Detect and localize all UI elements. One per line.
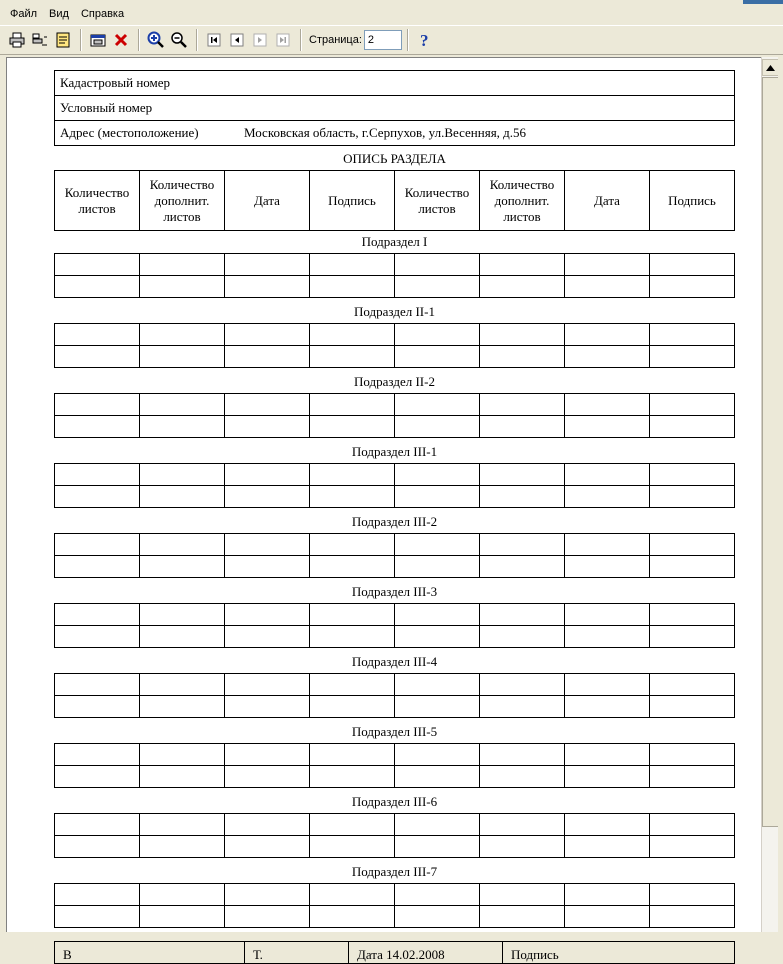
table-row: [55, 696, 735, 718]
table-cell: [565, 674, 650, 696]
table-cell: [650, 464, 735, 486]
page-number-input[interactable]: [364, 30, 402, 50]
table-cell: [310, 254, 395, 276]
toolbar-separator: [138, 29, 140, 51]
table-cell: [140, 254, 225, 276]
table-cell: [55, 394, 140, 416]
table-cell: [565, 254, 650, 276]
table-cell: [480, 534, 565, 556]
table-row: [55, 346, 735, 368]
table-cell: [310, 766, 395, 788]
subsection-table: [54, 463, 735, 508]
table-cell: [225, 744, 310, 766]
table-row: [55, 836, 735, 858]
subsection-title: Подраздел I: [361, 234, 428, 249]
table-cell: [55, 766, 140, 788]
table-cell: [310, 674, 395, 696]
table-row: [55, 814, 735, 836]
table-cell: [565, 696, 650, 718]
table-cell: [225, 884, 310, 906]
subsection-title: Подраздел III-2: [351, 514, 438, 529]
table-cell: [55, 276, 140, 298]
next-page-button[interactable]: [249, 29, 271, 51]
menu-bar: [0, 4, 783, 24]
table-cell: [225, 674, 310, 696]
table-cell: [225, 626, 310, 648]
table-cell: [225, 766, 310, 788]
table-cell: [565, 836, 650, 858]
table-cell: [565, 534, 650, 556]
table-cell: [395, 464, 480, 486]
column-header: Количество листов: [55, 171, 140, 231]
table-cell: [650, 626, 735, 648]
table-cell: [395, 766, 480, 788]
table-cell: [55, 604, 140, 626]
table-cell: [225, 416, 310, 438]
zoom-out-button[interactable]: [168, 29, 190, 51]
subsections-container: [54, 231, 735, 931]
column-header: Подпись: [650, 171, 735, 231]
table-cell: [55, 674, 140, 696]
table-cell: [565, 884, 650, 906]
subsection-title: Подраздел III-6: [351, 794, 438, 809]
table-cell: [480, 416, 565, 438]
table-cell: [225, 836, 310, 858]
table-cell: [225, 394, 310, 416]
table-row: [55, 906, 735, 928]
table-cell: [140, 744, 225, 766]
table-cell: [140, 884, 225, 906]
table-cell: [225, 814, 310, 836]
next-page-icon: [253, 33, 267, 47]
print-setup-button[interactable]: [29, 29, 51, 51]
table-cell: [395, 346, 480, 368]
table-cell: [225, 324, 310, 346]
column-header: Подпись: [310, 171, 395, 231]
column-header: Дата: [225, 171, 310, 231]
toolbar: [0, 25, 783, 55]
close-button[interactable]: [110, 29, 132, 51]
table-cell: [395, 696, 480, 718]
table-cell: [480, 556, 565, 578]
column-header: Количество дополнит. листов: [140, 171, 225, 231]
table-cell: [140, 674, 225, 696]
print-button[interactable]: [6, 29, 28, 51]
table-cell: [480, 626, 565, 648]
table-cell: [565, 744, 650, 766]
table-cell: [140, 556, 225, 578]
scrollbar-thumb[interactable]: [762, 77, 779, 827]
table-cell: [225, 534, 310, 556]
page-setup-icon: [90, 32, 106, 48]
table-cell: [310, 394, 395, 416]
help-button[interactable]: [414, 29, 436, 51]
zoom-in-button[interactable]: [145, 29, 167, 51]
table-cell: [565, 486, 650, 508]
subsection-title: Подраздел III-1: [351, 444, 438, 459]
table-cell: [55, 696, 140, 718]
subsection-title: Подраздел III-7: [351, 864, 438, 879]
menu-file[interactable]: Файл: [10, 8, 38, 20]
subsection-table: [54, 533, 735, 578]
table-cell: [395, 416, 480, 438]
table-cell: [55, 744, 140, 766]
table-cell: [55, 416, 140, 438]
table-cell: [55, 534, 140, 556]
subsection-gap: [54, 928, 735, 931]
table-cell: [310, 744, 395, 766]
help-icon: [417, 31, 433, 49]
table-cell: [310, 884, 395, 906]
table-cell: [225, 696, 310, 718]
last-page-icon: [276, 33, 290, 47]
table-cell: [480, 696, 565, 718]
table-cell: [310, 836, 395, 858]
table-cell: [225, 464, 310, 486]
table-cell: [140, 346, 225, 368]
table-cell: [310, 556, 395, 578]
table-row: [55, 884, 735, 906]
toolbar-separator: [80, 29, 82, 51]
table-cell: [395, 626, 480, 648]
table-cell: [55, 254, 140, 276]
table-cell: [310, 464, 395, 486]
table-cell: [310, 534, 395, 556]
table-cell: [650, 534, 735, 556]
address-row: [55, 121, 735, 146]
table-cell: [310, 906, 395, 928]
table-row: [55, 276, 735, 298]
table-cell: [650, 394, 735, 416]
subsection-title: Подраздел II-2: [354, 374, 435, 389]
table-cell: [225, 346, 310, 368]
table-cell: [480, 464, 565, 486]
subsection-table: [54, 673, 735, 718]
table-cell: [140, 464, 225, 486]
page-setup-button[interactable]: [87, 29, 109, 51]
table-cell: [55, 556, 140, 578]
table-cell: [565, 464, 650, 486]
table-cell: [395, 836, 480, 858]
subsection-table: [54, 393, 735, 438]
subsection-table: [54, 883, 735, 928]
table-row: [55, 394, 735, 416]
table-row: [55, 766, 735, 788]
table-cell: [480, 254, 565, 276]
table-cell: [140, 324, 225, 346]
table-cell: [480, 674, 565, 696]
subsection-title: Подраздел II-1: [354, 304, 435, 319]
document-viewport[interactable]: [6, 57, 761, 962]
table-cell: [225, 604, 310, 626]
first-page-button[interactable]: [203, 29, 225, 51]
section-title: ОПИСЬ РАЗДЕЛА: [343, 151, 446, 166]
table-cell: [480, 836, 565, 858]
table-row: [55, 324, 735, 346]
table-cell: [55, 464, 140, 486]
table-cell: [395, 276, 480, 298]
first-page-icon: [207, 33, 221, 47]
footer-date: Дата 14.02.2008: [349, 942, 503, 964]
table-cell: [395, 604, 480, 626]
subsection-title: Подраздел III-5: [351, 724, 438, 739]
table-cell: [565, 276, 650, 298]
table-cell: [565, 766, 650, 788]
table-cell: [395, 534, 480, 556]
table-cell: [650, 744, 735, 766]
table-cell: [55, 884, 140, 906]
table-cell: [395, 884, 480, 906]
subsection-table: [54, 253, 735, 298]
table-cell: [650, 906, 735, 928]
table-cell: [310, 696, 395, 718]
table-cell: [55, 486, 140, 508]
export-button[interactable]: [52, 29, 74, 51]
table-row: [55, 534, 735, 556]
page-label: Страница:: [309, 34, 362, 46]
vertical-scrollbar[interactable]: [761, 57, 778, 932]
table-cell: [650, 604, 735, 626]
subsection-table: [54, 743, 735, 788]
table-cell: [225, 254, 310, 276]
table-cell: [395, 324, 480, 346]
document-page: [54, 70, 735, 964]
table-cell: [55, 626, 140, 648]
table-cell: [480, 486, 565, 508]
table-cell: [565, 324, 650, 346]
table-cell: [140, 534, 225, 556]
table-cell: [140, 394, 225, 416]
table-cell: [480, 394, 565, 416]
table-cell: [140, 604, 225, 626]
table-row: [55, 674, 735, 696]
table-cell: [140, 276, 225, 298]
table-cell: [650, 346, 735, 368]
table-cell: [140, 696, 225, 718]
table-cell: [650, 556, 735, 578]
last-page-button[interactable]: [272, 29, 294, 51]
table-cell: [310, 276, 395, 298]
footer-cell: В: [55, 942, 245, 964]
table-cell: [480, 906, 565, 928]
menu-view[interactable]: Вид: [49, 8, 69, 20]
menu-help[interactable]: Справка: [80, 8, 125, 20]
table-cell: [140, 766, 225, 788]
table-cell: [480, 744, 565, 766]
table-cell: [395, 814, 480, 836]
subsection-table: [54, 323, 735, 368]
arrow-up-icon: [766, 65, 775, 71]
table-cell: [55, 906, 140, 928]
table-row: [55, 604, 735, 626]
table-cell: [480, 276, 565, 298]
table-cell: [310, 626, 395, 648]
table-cell: [480, 604, 565, 626]
table-cell: [55, 346, 140, 368]
table-cell: [55, 324, 140, 346]
table-cell: [480, 814, 565, 836]
table-cell: [140, 814, 225, 836]
window-right-edge: [778, 57, 783, 932]
table-cell: [310, 486, 395, 508]
table-cell: [565, 556, 650, 578]
table-cell: [140, 906, 225, 928]
svg-text:?: ?: [419, 31, 429, 50]
table-cell: [310, 604, 395, 626]
table-row: [55, 254, 735, 276]
object-header-table: [54, 70, 735, 146]
footer-signature: Подпись: [503, 942, 735, 964]
close-icon: [113, 32, 129, 48]
table-cell: [225, 486, 310, 508]
table-cell: [225, 276, 310, 298]
table-cell: [225, 556, 310, 578]
table-cell: [140, 416, 225, 438]
footer-cell: Т.: [245, 942, 349, 964]
export-icon: [55, 32, 71, 48]
table-cell: [565, 416, 650, 438]
table-cell: [140, 486, 225, 508]
table-cell: [395, 486, 480, 508]
table-cell: [650, 254, 735, 276]
table-cell: [480, 766, 565, 788]
table-cell: [395, 674, 480, 696]
table-row: [55, 626, 735, 648]
table-row: [55, 416, 735, 438]
print-setup-icon: [32, 32, 48, 48]
table-cell: [650, 696, 735, 718]
subsection-title: Подраздел III-3: [351, 584, 438, 599]
zoom-out-icon: [170, 31, 188, 49]
subsection-table: [54, 603, 735, 648]
table-cell: [55, 814, 140, 836]
column-header: Количество листов: [395, 171, 480, 231]
address-value: Московская область, г.Серпухов, ул.Весенняя, д.56: [244, 125, 527, 140]
table-cell: [650, 766, 735, 788]
table-cell: [395, 254, 480, 276]
table-cell: [310, 324, 395, 346]
table-row: [55, 556, 735, 578]
table-cell: [480, 324, 565, 346]
table-cell: [225, 906, 310, 928]
cadastral-number-label: Кадастровый номер: [55, 71, 735, 96]
table-cell: [310, 814, 395, 836]
table-cell: [310, 346, 395, 368]
table-cell: [395, 744, 480, 766]
table-row: [55, 464, 735, 486]
prev-page-icon: [230, 33, 244, 47]
prev-page-button[interactable]: [226, 29, 248, 51]
footer-table: [54, 941, 735, 964]
toolbar-separator: [300, 29, 302, 51]
toolbar-separator: [196, 29, 198, 51]
column-header: Дата: [565, 171, 650, 231]
table-cell: [650, 324, 735, 346]
table-cell: [565, 346, 650, 368]
table-cell: [650, 814, 735, 836]
table-row: [55, 744, 735, 766]
table-cell: [565, 604, 650, 626]
table-cell: [480, 884, 565, 906]
print-icon: [9, 32, 25, 48]
table-cell: [565, 394, 650, 416]
table-cell: [565, 906, 650, 928]
subsection-title: Подраздел III-4: [351, 654, 438, 669]
table-cell: [650, 416, 735, 438]
table-cell: [650, 276, 735, 298]
table-cell: [395, 394, 480, 416]
table-cell: [650, 884, 735, 906]
scroll-up-button[interactable]: [762, 59, 779, 76]
table-cell: [395, 906, 480, 928]
table-cell: [650, 486, 735, 508]
table-cell: [650, 674, 735, 696]
table-cell: [140, 836, 225, 858]
table-cell: [395, 556, 480, 578]
column-header: Количество дополнит. листов: [480, 171, 565, 231]
toolbar-separator: [407, 29, 409, 51]
subsection-table: [54, 813, 735, 858]
table-cell: [650, 836, 735, 858]
table-cell: [565, 626, 650, 648]
conditional-number-label: Условный номер: [55, 96, 735, 121]
column-header-table: [54, 170, 735, 231]
table-cell: [140, 626, 225, 648]
table-cell: [310, 416, 395, 438]
table-cell: [480, 346, 565, 368]
address-label: Адрес (местоположение): [60, 125, 199, 140]
table-cell: [55, 836, 140, 858]
table-cell: [565, 814, 650, 836]
table-row: [55, 486, 735, 508]
zoom-in-icon: [147, 31, 165, 49]
